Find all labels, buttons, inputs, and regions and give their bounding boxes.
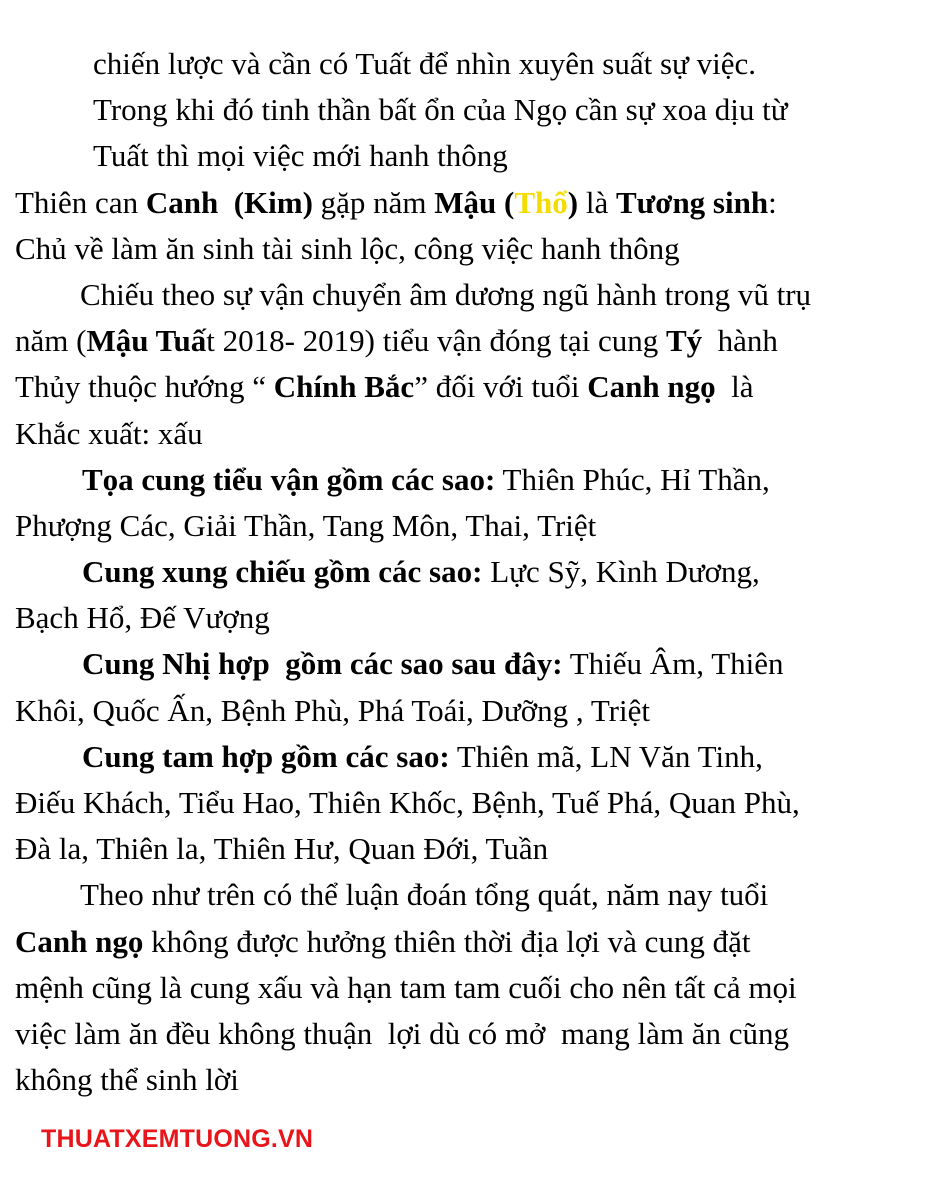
text-run: Lực Sỹ, Kình Dương, <box>482 554 760 590</box>
thien-can-line-1 <box>15 180 920 226</box>
thien-can-line-2: Chủ về làm ăn sinh tài sinh lộc, công việc hanh thông <box>15 230 680 266</box>
text-run: Thiên mã, LN Văn Tinh, <box>449 738 763 774</box>
conclusion-line-4: việc làm ăn đều không thuận lợi dù có mở mang làm ăn cũng <box>15 1015 790 1051</box>
toa-cung-line-1 <box>15 457 920 503</box>
text-run: là <box>578 184 616 220</box>
intro-line-2: Trong khi đó tinh thần bất ổn của Ngọ cần sự xoa dịu từ <box>93 92 788 128</box>
toa-cung-line-2: Phượng Các, Giải Thần, Tang Môn, Thai, Triệt <box>15 507 597 543</box>
bold-canh-ngo: Canh ngọ <box>15 923 144 959</box>
highlight-tho: Thổ <box>514 184 568 220</box>
tam-hop-line-1 <box>15 734 920 780</box>
xung-chieu-line-2: Bạch Hổ, Đế Vượng <box>15 600 270 636</box>
bold-paren: ) <box>567 184 579 220</box>
toa-cung-heading: Tọa cung tiểu vận gồm các sao: <box>82 461 496 497</box>
chieu-line-2 <box>15 318 920 364</box>
intro-line-3: Tuất thì mọi việc mới hanh thông <box>93 138 508 174</box>
bold-mau: Mậu ( <box>434 184 515 220</box>
text-run: Thiếu Âm, Thiên <box>562 646 784 682</box>
nhi-hop-line-2: Khôi, Quốc Ấn, Bệnh Phù, Phá Toái, Dưỡng , Triệt <box>15 692 650 728</box>
chieu-line-3 <box>15 364 920 410</box>
site-watermark: THUATXEMTUONG.VN <box>41 1125 314 1153</box>
conclusion-line-2 <box>15 919 920 965</box>
text-run: t 2018- 2019) tiểu vận đóng tại cung <box>206 323 666 359</box>
tam-hop-line-2: Điếu Khách, Tiểu Hao, Thiên Khốc, Bệnh, Tuế Phá, Quan Phù, <box>15 785 800 820</box>
nhi-hop-heading: Cung Nhị hợp gồm các sao sau đây: <box>82 646 563 682</box>
chieu-line-4: Khắc xuất: xấu <box>15 415 203 451</box>
tam-hop-line-3: Đà la, Thiên la, Thiên Hư, Quan Đới, Tuần <box>15 831 549 867</box>
bold-mau-tuat: Mậu Tuấ <box>86 323 207 359</box>
tam-hop-heading: Cung tam hợp gồm các sao: <box>82 738 450 774</box>
text-run <box>218 185 234 220</box>
text-run: gặp năm <box>312 184 435 220</box>
text-run: hành <box>702 323 778 359</box>
conclusion-line-3: mệnh cũng là cung xấu và hạn tam tam cuối cho nên tất cả mọi <box>15 969 797 1005</box>
text-run: : <box>768 184 777 220</box>
bold-canh-ngo: Canh ngọ <box>587 369 716 405</box>
chieu-line-1: Chiếu theo sự vận chuyển âm dương ngũ hành trong vũ trụ <box>80 276 812 312</box>
text-run: ” đối với tuổi <box>414 369 588 405</box>
document-body <box>15 41 920 1103</box>
bold-tuong-sinh: Tương sinh <box>616 184 769 220</box>
bold-chinh-bac: Chính Bắc <box>273 369 415 405</box>
text-run: Thủy thuộc hướng “ <box>15 369 274 405</box>
text-run: Thiên Phúc, Hỉ Thần, <box>495 461 770 497</box>
bold-kim: (Kim) <box>233 184 313 220</box>
text-run: năm ( <box>15 323 87 359</box>
xung-chieu-heading: Cung xung chiếu gồm các sao: <box>82 554 483 590</box>
bold-ty: Tý <box>665 323 703 359</box>
xung-chieu-line-1 <box>15 549 920 595</box>
text-run: Thiên can <box>15 184 146 220</box>
bold-canh: Canh <box>145 184 219 220</box>
text-run: không được hưởng thiên thời địa lợi và cung đặt <box>143 923 751 959</box>
conclusion-line-1: Theo như trên có thể luận đoán tổng quát, năm nay tuổi <box>80 877 769 913</box>
intro-line-1: chiến lược và cần có Tuất để nhìn xuyên suất sự việc. <box>93 46 756 81</box>
conclusion-line-5: không thể sinh lời <box>15 1062 239 1098</box>
text-run: là <box>715 369 754 405</box>
nhi-hop-line-1 <box>15 641 920 687</box>
